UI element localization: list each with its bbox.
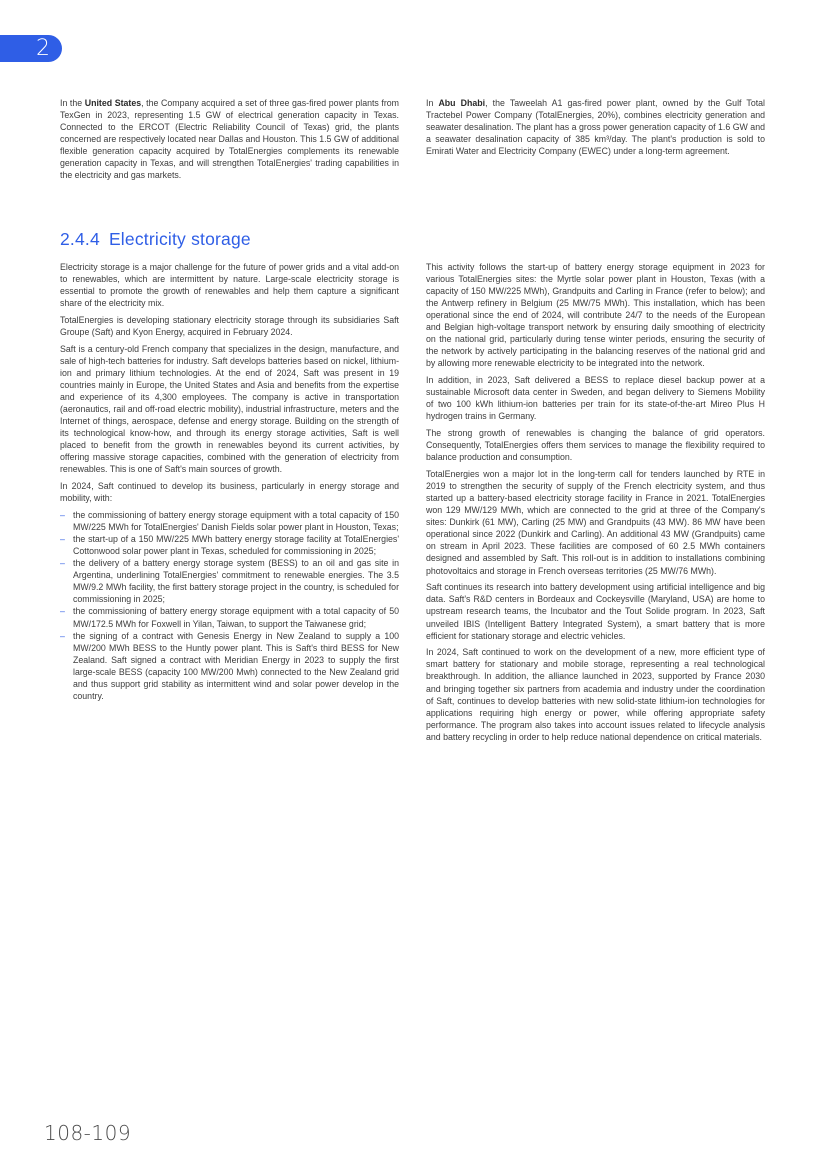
paragraph: In 2024, Saft continued to work on the development of a new, more efficient type of smart battery for stationary and mobile storage, representing a real technological breakthrough. In addition, the alliance launched in 2023, supported by France 2030 and bringing together six partners from academia and industry under the coordination of Saft, continues to develop batteries with new solid-state lithium-ion technologies for applications requiring high energy or power, while offering appropriate safety performance. The program also takes into account issues related to lifecycle analysis and battery recycling in order to help reduce national dependence on critical materials.: [426, 647, 765, 742]
chapter-number: 2: [36, 36, 50, 61]
saft-activity-list: [60, 509, 399, 702]
paragraph: TotalEnergies won a major lot in the long-term call for tenders launched by RTE in 2019 to strengthen the security of supply of the French electricity system, and thus started up a battery-based electricity storage facility in France in 2021. TotalEnergies won 129 MW/129 MWh, which are connected to the grid at three of the Company's sites: Dunkirk (61 MW), Carling (25 MW) and Grandpuits (43 MW). 86 MW have been operational since 2022 (Dunkirk and Carling). An additional 43 MW (Grandpuits) came on stream in April 2023. These facilities are composed of 60 2.5 MWh containers designed and assembled by Saft. This roll-out is in addition to installations combining photovoltaics and storage in French overseas territories (25 MW/76 MWh).: [426, 469, 765, 576]
abu-dhabi-paragraph: In Abu Dhabi, the Taweelah A1 gas-fired power plant, owned by the Gulf Total Tractebel Power Company (TotalEnergies, 20%), combines electricity generation and seawater desalination. The plant has a gross power generation capacity of 1.6 GW and a seawater desalination capacity of 385 km³/day. The plant's production is sold to Emirati Water and Electricity Company (EWEC) under a long-term agreement.: [426, 98, 766, 157]
section-number: 2.4.4: [60, 229, 100, 249]
intro-left-column: [60, 97, 399, 186]
list-item: – the start-up of a 150 MW/225 MWh battery energy storage facility at TotalEnergies' Cottonwood solar power plant in Texas, scheduled for commissioning in 2025;: [60, 533, 399, 557]
paragraph: In addition, in 2023, Saft delivered a BESS to replace diesel backup power at a sustainable Microsoft data center in Sweden, and began delivery to Siemens Mobility of two 100 kWh lithium-ion batteries per train for its state-of-the-art Mireo Plus H hydrogen trains in Germany.: [426, 375, 765, 422]
list-item: – the signing of a contract with Genesis Energy in New Zealand to supply a 100 MW/200 MWh BESS to the Huntly power plant. This is Saft's third BESS for New Zealand. Saft signed a contract with Meridian Energy in 2023 to supply the first large-scale BESS (capacity 100 MW/200 Mwh) connected to the New Zealand grid and thus support grid stability as intermittent wind and solar power develop in the country.: [60, 630, 399, 702]
list-item: – the commissioning of battery energy storage equipment with a total capacity of 150 MW/225 MWh for TotalEnergies' Danish Fields solar power plant in Houston, Texas;: [60, 509, 399, 533]
right-body-column: [426, 261, 765, 748]
left-body-column: [60, 261, 399, 707]
paragraph: The strong growth of renewables is changing the balance of grid operators. Consequently, TotalEnergies offers them services to manage the flexibility required to balance production and consumption.: [426, 428, 765, 463]
paragraph: In 2024, Saft continued to develop its business, particularly in energy storage and mobility, with:: [60, 481, 399, 504]
paragraph: Electricity storage is a major challenge for the future of power grids and a vital add-on to renewables, which are intermittent by nature. Large-scale electricity storage is essential to promote the growth of renewables and help them capture a significant share of the electricity mix.: [60, 262, 399, 309]
united-states-label: United States: [84, 98, 142, 108]
paragraph: Saft is a century-old French company that specializes in the design, manufacture, and sale of high-tech batteries for industry. Saft develops batteries based on nickel, lithium-ion and primary lithium technologies. At the end of 2024, Saft was present in 19 countries mainly in Europe, the United States and Asia and benefits from the expertise and experience of its 4,300 employees. The company is active in transportation (aeronautics, rail and off-road electric mobility), industrial infrastructure, meters and the Internet of things, aerospace, defense and energy storage. Building on the strength of its technological know-how, and through its energy storage activities, Saft is well placed to benefit from the growth in renewables beyond its current activities, by offering massive storage capacities, combined with the generation of electricity from renewables. This is one of Saft's main sources of growth.: [60, 343, 399, 475]
paragraph: Saft continues its research into battery development using artificial intelligence and big data. Saft's R&D centers in Bordeaux and Cockeysville (Maryland, USA) are home to upstream research teams, the Incubator and the Tout Solide program. In 2023, Saft unveiled IBIS (Intelligent Battery Integrated System), a smart battery that is more efficient for stationary storage and electric vehicles.: [426, 582, 765, 641]
paragraph: This activity follows the start-up of battery energy storage equipment in 2023 for various TotalEnergies sites: the Myrtle solar power plant in Houston, Texas (with a capacity of 150 MW/225 MWh), Grandpuits and Carling in France (refer to below); and the Antwerp refinery in Belgium (25 MW/75 MWh). This installation, which has been operational since the end of 2024, will contribute 24/7 to the needs of the European and Belgian high-voltage transport network by ensuring daily smoothing of electricity on the national grid, particularly during tense winter periods, ensuring the security of the network by actively participating in the balancing reserves of the national grid and by allowing more renewable electricity to be integrated into the network.: [426, 262, 765, 369]
united-states-paragraph: In the United States, the Company acquired a set of three gas-fired power plants from TexGen in 2023, representing 1.5 GW of electrical generation capacity in Texas. Connected to the ERCOT (Electric Reliability Council of Texas) grid, the plants concerned are respectively located near Dallas and Houston. This 1.5 GW of additional flexible generation capacity acquired by TotalEnergies complements its renewable generation capacity in Texas, and will strengthen TotalEnergies' trading capabilities in the electricity and gas markets.: [60, 98, 400, 181]
abu-dhabi-label: Abu Dhabi: [438, 98, 486, 108]
page-number: 108-109: [44, 1121, 132, 1145]
list-item: – the delivery of a battery energy storage system (BESS) to an oil and gas site in Argentina, underlining TotalEnergies' commitment to renewable energies. The 3.5 MW/9.2 MWh facility, the first battery storage project in the country, is scheduled for commissioning in 2025;: [60, 557, 399, 605]
list-item: – the commissioning of battery energy storage equipment with a total capacity of 50 MW/172.5 MWh for Foxwell in Yilan, Taiwan, to support the Taiwanese grid;: [60, 605, 399, 629]
section-heading: [60, 229, 251, 250]
intro-right-column: [426, 97, 765, 162]
paragraph: TotalEnergies is developing stationary electricity storage through its subsidiaries Saft Groupe (Saft) and Kyon Energy, acquired in February 2024.: [60, 314, 399, 338]
section-title: Electricity storage: [108, 229, 251, 249]
chapter-tab: [0, 35, 62, 62]
